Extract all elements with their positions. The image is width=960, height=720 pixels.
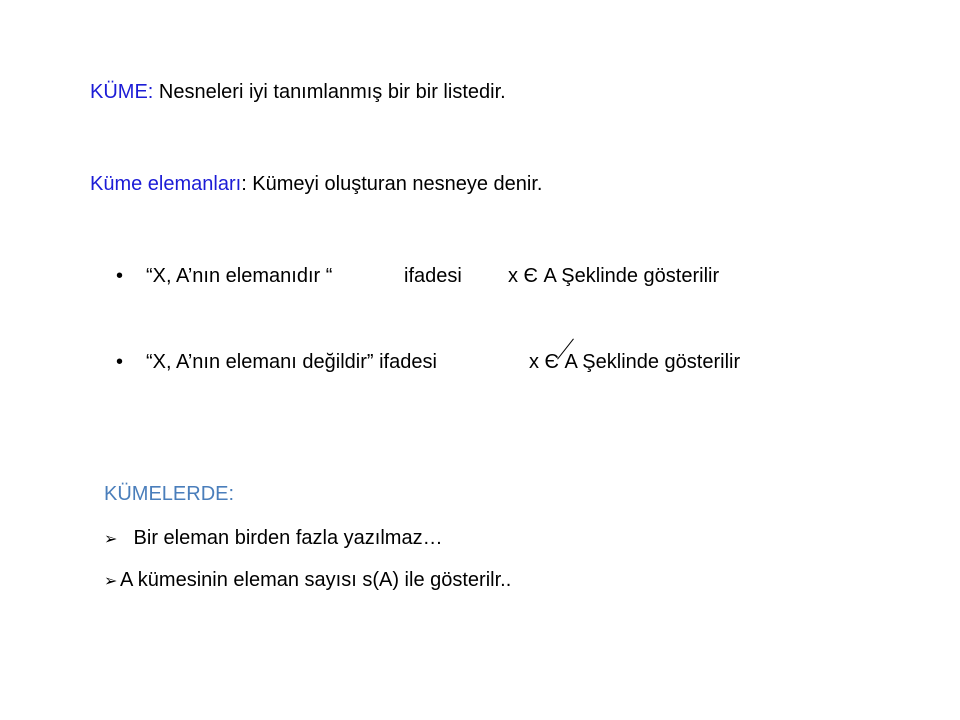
bullet-1-ifadesi: ifadesi bbox=[404, 265, 462, 287]
bullet-1-notation: x Є A Şeklinde gösterilir bbox=[508, 265, 720, 287]
arrowhead-bullet-icon: ➢ bbox=[104, 531, 118, 548]
bullet-dot-icon: • bbox=[116, 265, 124, 287]
kumelerde-item-1-text: Bir eleman birden fazla yazılmaz… bbox=[128, 527, 443, 549]
kumelerde-item-2-text: A kümesinin eleman sayısı s(A) ile gösterilr.. bbox=[120, 569, 512, 591]
arrowhead-bullet-icon: ➢ bbox=[104, 573, 118, 590]
kume-definition-text: Nesneleri iyi tanımlanmış bir bir listedir. bbox=[153, 81, 506, 103]
kume-term: KÜME: bbox=[90, 81, 154, 103]
kume-definition bbox=[90, 80, 506, 104]
bullet-1-quote: “X, A’nın elemanıdır “ bbox=[146, 265, 333, 287]
kumelerde-item-2 bbox=[104, 568, 511, 594]
elemanlar-definition bbox=[90, 172, 542, 196]
kumelerde-heading: KÜMELERDE: bbox=[104, 483, 235, 505]
bullet-2-quote: “X, A’nın elemanı değildir” ifadesi bbox=[146, 351, 437, 373]
kumelerde-item-1 bbox=[104, 526, 443, 552]
elemanlar-term: Küme elemanları bbox=[90, 173, 242, 195]
bullet-2-notation: x Є A Şeklinde gösterilir bbox=[529, 351, 741, 373]
bullet-dot-icon: • bbox=[116, 351, 124, 373]
elemanlar-definition-text: : Kümeyi oluşturan nesneye denir. bbox=[241, 173, 543, 195]
